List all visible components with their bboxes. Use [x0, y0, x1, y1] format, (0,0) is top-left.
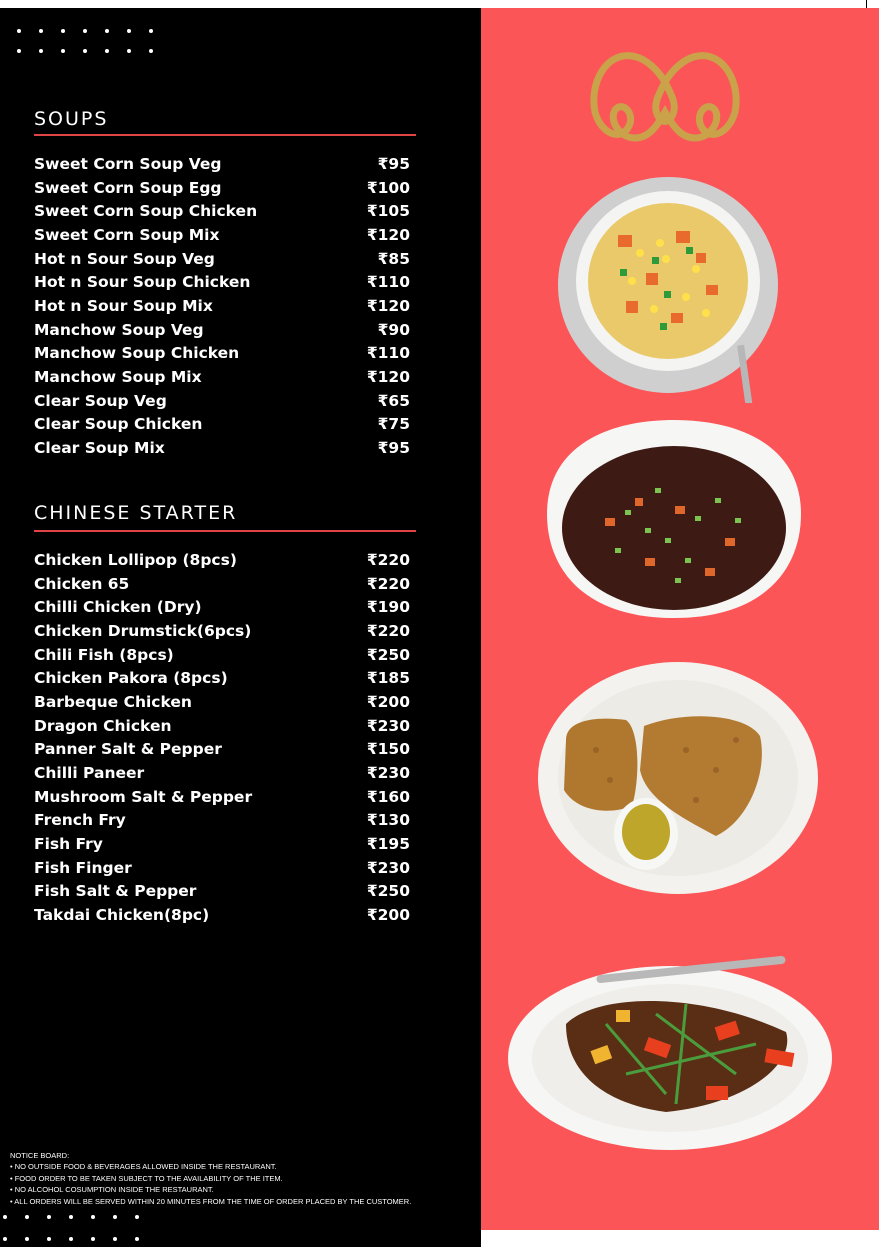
notice-board	[10, 1150, 411, 1207]
soup-item-name: Sweet Corn Soup Veg	[34, 154, 222, 173]
soup-item-name: Clear Soup Mix	[34, 439, 165, 458]
soup-item	[34, 270, 410, 294]
menu-panel	[0, 8, 481, 1247]
starters-list	[34, 548, 410, 927]
starter-item-price: ₹160	[366, 787, 410, 806]
notice-line: • ALL ORDERS WILL BE SERVED WITHIN 20 MINUTES FROM THE TIME OF ORDER PLACED BY THE CUSTOMER.	[10, 1196, 412, 1206]
starters-divider	[34, 530, 416, 532]
soups-list	[34, 152, 410, 460]
soup-item-name: Sweet Corn Soup Mix	[34, 225, 220, 244]
soup-item-name: Hot n Sour Soup Chicken	[34, 273, 251, 292]
starter-item	[34, 690, 410, 714]
starter-item	[34, 785, 410, 809]
decorative-dots-top	[17, 25, 171, 36]
soup-item	[34, 389, 410, 413]
soup-item-price: ₹65	[377, 391, 410, 410]
starter-item-price: ₹250	[366, 882, 410, 901]
starter-item-name: Chicken Lollipop (8pcs)	[34, 550, 237, 569]
soup-item-price: ₹75	[377, 415, 410, 434]
starter-item	[34, 548, 410, 572]
starter-item	[34, 761, 410, 785]
starter-item-name: Mushroom Salt & Pepper	[34, 787, 253, 806]
menu-page	[0, 8, 881, 1247]
soup-item-name: Hot n Sour Soup Mix	[34, 296, 213, 315]
starter-item	[34, 738, 410, 762]
notice-line: • FOOD ORDER TO BE TAKEN SUBJECT TO THE AVAILABILITY OF THE ITEM.	[10, 1173, 283, 1183]
soup-item-price: ₹110	[366, 273, 410, 292]
starter-item-price: ₹150	[366, 740, 410, 759]
starter-item	[34, 809, 410, 833]
starter-item-name: Chili Fish (8pcs)	[34, 645, 174, 664]
soup-item-price: ₹95	[377, 439, 410, 458]
starter-item-name: Fish Fry	[34, 835, 103, 854]
starter-item	[34, 595, 410, 619]
decorative-dots-bottom	[3, 1211, 157, 1222]
soup-item-price: ₹120	[366, 296, 410, 315]
starter-item	[34, 619, 410, 643]
starter-item-name: Barbeque Chicken	[34, 692, 192, 711]
soup-item	[34, 436, 410, 460]
starter-item-price: ₹200	[366, 906, 410, 925]
starter-item-price: ₹230	[366, 764, 410, 783]
starter-item-name: Fish Finger	[34, 858, 132, 877]
starter-item-price: ₹200	[366, 692, 410, 711]
soup-item-name: Clear Soup Veg	[34, 391, 167, 410]
manchow-soup-image	[545, 418, 803, 618]
fish-fry-image	[536, 660, 820, 896]
starter-item-name: French Fry	[34, 811, 126, 830]
soup-item-price: ₹100	[366, 178, 410, 197]
soup-item-name: Manchow Soup Veg	[34, 320, 204, 339]
starter-item	[34, 880, 410, 904]
decorative-dots-bottom-2	[3, 1233, 157, 1244]
soup-item-price: ₹95	[377, 154, 410, 173]
starter-item-price: ₹220	[366, 574, 410, 593]
soup-item	[34, 247, 410, 271]
soup-item	[34, 342, 410, 366]
starter-item	[34, 666, 410, 690]
starter-item	[34, 832, 410, 856]
starter-item	[34, 643, 410, 667]
soup-item-name: Hot n Sour Soup Veg	[34, 249, 215, 268]
notice-line: • NO ALCOHOL COSUMPTION INSIDE THE RESTAURANT.	[10, 1185, 214, 1195]
starter-item	[34, 714, 410, 738]
soup-item-price: ₹120	[366, 368, 410, 387]
soup-item-price: ₹105	[366, 202, 410, 221]
soup-item-price: ₹120	[366, 225, 410, 244]
soup-item	[34, 223, 410, 247]
notice-line: • NO OUTSIDE FOOD & BEVERAGES ALLOWED INSIDE THE RESTAURANT.	[10, 1162, 277, 1172]
starter-item-name: Dragon Chicken	[34, 716, 172, 735]
decorative-dots-top-2	[17, 45, 171, 56]
starter-item-name: Chilli Paneer	[34, 764, 145, 783]
starter-item-name: Panner Salt & Pepper	[34, 740, 222, 759]
soup-item-name: Clear Soup Chicken	[34, 415, 203, 434]
soup-item-name: Manchow Soup Mix	[34, 368, 202, 387]
starter-item-name: Chilli Chicken (Dry)	[34, 598, 202, 617]
soup-item	[34, 176, 410, 200]
starter-item-price: ₹220	[366, 550, 410, 569]
starter-item-price: ₹250	[366, 645, 410, 664]
soup-item	[34, 365, 410, 389]
starter-item	[34, 903, 410, 927]
soup-item	[34, 318, 410, 342]
logo-icon	[587, 42, 743, 150]
starter-item-price: ₹190	[366, 598, 410, 617]
starter-item-price: ₹230	[366, 858, 410, 877]
starter-item-price: ₹130	[366, 811, 410, 830]
starter-item-name: Chicken Drumstick(6pcs)	[34, 621, 252, 640]
starter-item-name: Chicken Pakora (8pcs)	[34, 669, 228, 688]
starter-item-price: ₹230	[366, 716, 410, 735]
starter-item-price: ₹185	[366, 669, 410, 688]
starter-item-name: Fish Salt & Pepper	[34, 882, 197, 901]
edge-line	[866, 0, 867, 8]
chinese-starter-heading: CHINESE STARTER	[34, 502, 238, 524]
soup-item-name: Sweet Corn Soup Egg	[34, 178, 222, 197]
soup-item-price: ₹110	[366, 344, 410, 363]
soup-item-price: ₹90	[377, 320, 410, 339]
soup-item	[34, 199, 410, 223]
starter-item	[34, 856, 410, 880]
soup-item	[34, 294, 410, 318]
starter-item-name: Takdai Chicken(8pc)	[34, 906, 210, 925]
soups-divider	[34, 134, 416, 136]
notice-title: NOTICE BOARD:	[10, 1151, 70, 1160]
soup-item	[34, 152, 410, 176]
soup-item-name: Manchow Soup Chicken	[34, 344, 240, 363]
soup-item	[34, 413, 410, 437]
soup-item-price: ₹85	[377, 249, 410, 268]
starter-item-name: Chicken 65	[34, 574, 130, 593]
chilli-chicken-image	[506, 954, 834, 1152]
sweet-corn-soup-image	[556, 173, 788, 403]
soup-item-name: Sweet Corn Soup Chicken	[34, 202, 258, 221]
starter-item-price: ₹195	[366, 835, 410, 854]
soups-heading: SOUPS	[34, 108, 109, 130]
starter-item-price: ₹220	[366, 621, 410, 640]
starter-item	[34, 572, 410, 596]
